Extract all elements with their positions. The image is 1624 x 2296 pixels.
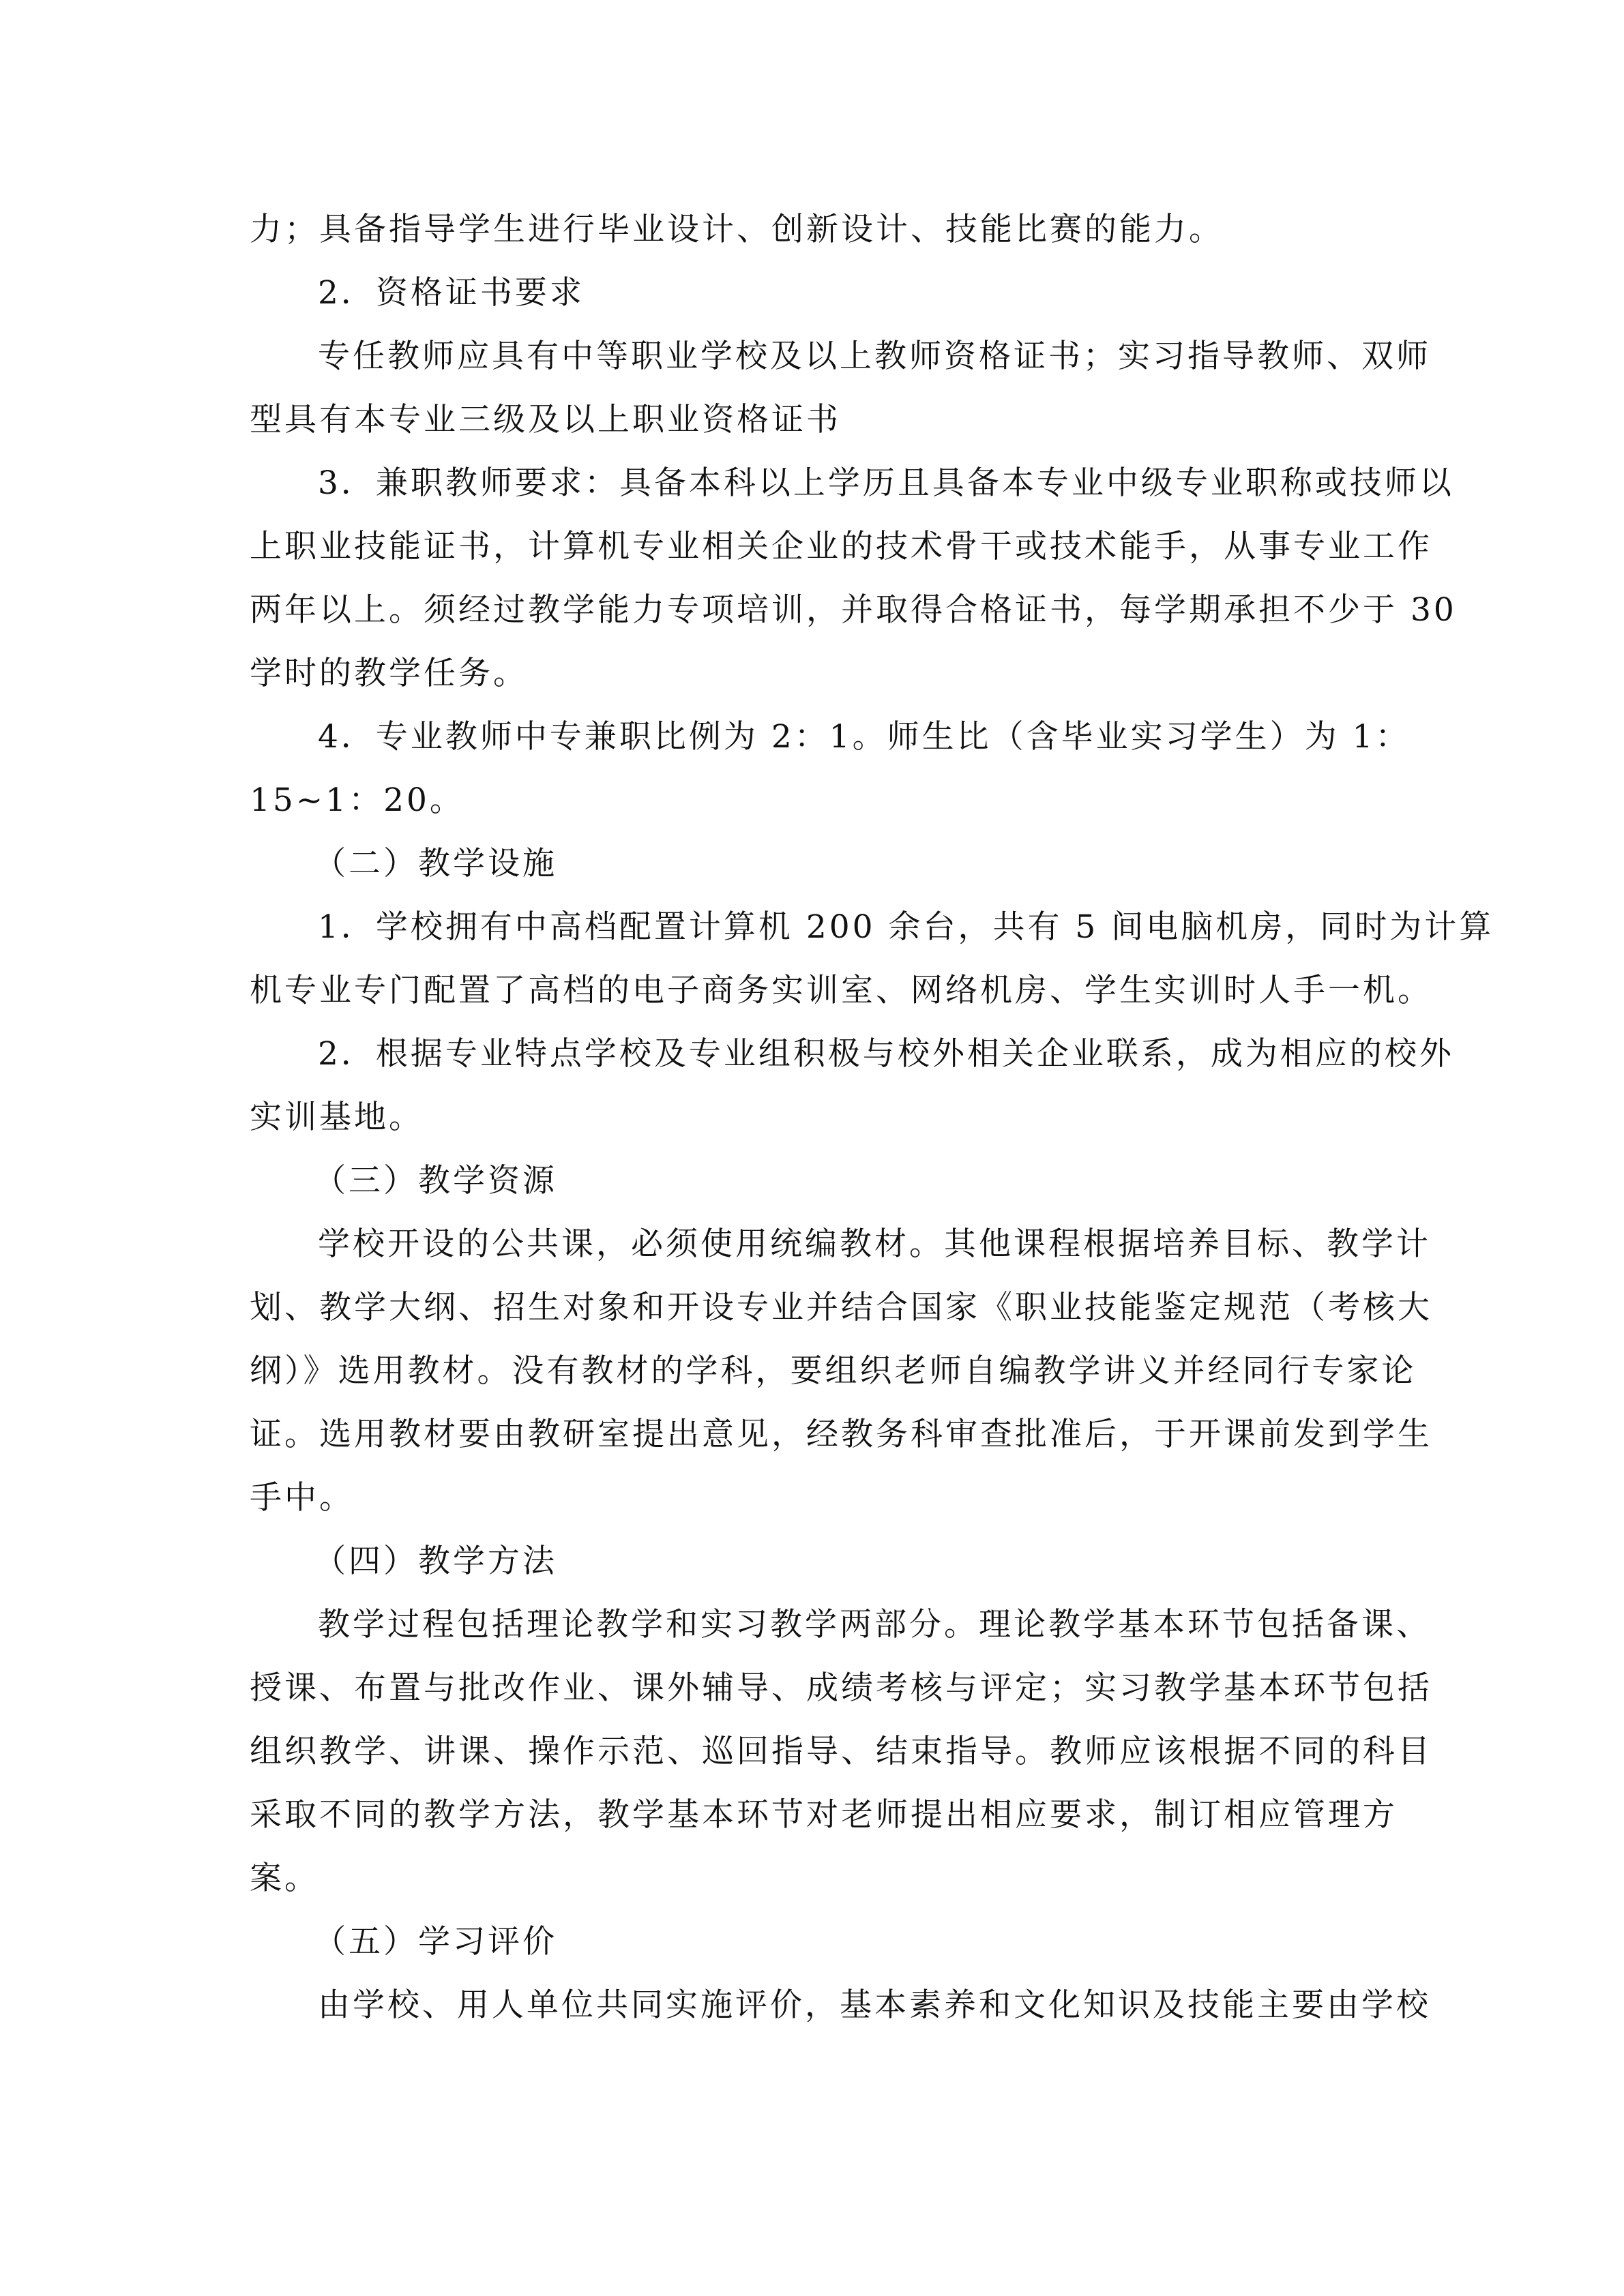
text-line: 两年以上。须经过教学能力专项培训，并取得合格证书，每学期承担不少于 30 — [250, 591, 1457, 629]
text-line: 纲）》选用教材。没有教材的学科，要组织老师自编教学讲义并经同行专家论 — [250, 1352, 1417, 1390]
text-line: 2．根据专业特点学校及专业组积极与校外相关企业联系，成为相应的校外 — [318, 1035, 1454, 1073]
text-line: 划、教学大纲、招生对象和开设专业并结合国家《职业技能鉴定规范（考核大 — [250, 1289, 1432, 1326]
text-line: 3．兼职教师要求：具备本科以上学历且具备本专业中级专业职称或技师以 — [318, 464, 1454, 502]
text-line: 4．专业教师中专兼职比例为 2：1。师生比（含毕业实习学生）为 1： — [318, 718, 1411, 756]
text-line: 授课、布置与批改作业、课外辅导、成绩考核与评定；实习教学基本环节包括 — [250, 1669, 1432, 1707]
section-heading-facilities: （二）教学设施 — [314, 845, 557, 882]
section-heading-resources: （三）教学资源 — [314, 1162, 557, 1199]
section-heading-evaluation: （五）学习评价 — [314, 1923, 557, 1960]
text-line: 机专业专门配置了高档的电子商务实训室、网络机房、学生实训时人手一机。 — [250, 972, 1432, 1009]
text-line: 手中。 — [250, 1479, 354, 1517]
text-line: 案。 — [250, 1860, 319, 1897]
text-line: 实训基地。 — [250, 1099, 424, 1136]
text-line: 教学过程包括理论教学和实习教学两部分。理论教学基本环节包括备课、 — [318, 1606, 1431, 1643]
text-line: 证。选用教材要由教研室提出意见，经教务科审查批准后，于开课前发到学生 — [250, 1416, 1432, 1453]
text-line: 学校开设的公共课，必须使用统编教材。其他课程根据培养目标、教学计 — [318, 1225, 1431, 1263]
text-line: 1．学校拥有中高档配置计算机 200 余台，共有 5 间电脑机房，同时为计算 — [318, 908, 1494, 946]
text-line: 力；具备指导学生进行毕业设计、创新设计、技能比赛的能力。 — [250, 211, 1224, 248]
text-line: 由学校、用人单位共同实施评价，基本素养和文化知识及技能主要由学校 — [318, 1986, 1431, 2024]
text-line: 专任教师应具有中等职业学校及以上教师资格证书；实习指导教师、双师 — [318, 338, 1431, 375]
text-line: 学时的教学任务。 — [250, 655, 528, 692]
text-line: 组织教学、讲课、操作示范、巡回指导、结束指导。教师应该根据不同的科目 — [250, 1733, 1432, 1770]
text-line: 上职业技能证书，计算机专业相关企业的技术骨干或技术能手，从事专业工作 — [250, 528, 1432, 565]
section-heading-methods: （四）教学方法 — [314, 1542, 557, 1580]
heading-qualification-cert: 2．资格证书要求 — [318, 274, 585, 312]
text-line: 型具有本专业三级及以上职业资格证书 — [250, 401, 841, 438]
text-line: 15~1：20。 — [250, 781, 464, 819]
text-line: 采取不同的教学方法，教学基本环节对老师提出相应要求，制订相应管理方 — [250, 1796, 1398, 1834]
document-body — [250, 198, 1494, 2037]
